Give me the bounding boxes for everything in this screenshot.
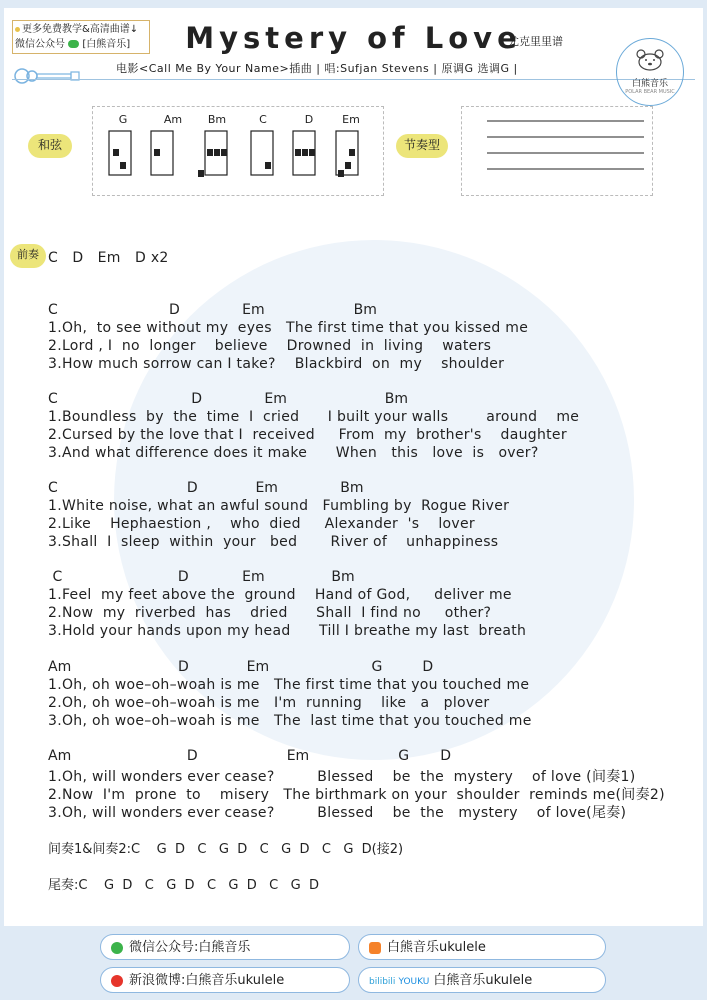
chord-name-em: Em xyxy=(342,113,360,126)
lyric-line: 3.How much sorrow can I take? Blackbird on my shoulder xyxy=(48,356,505,372)
footer-video[interactable] xyxy=(358,967,606,993)
chord-name-d: D xyxy=(304,113,314,126)
rhythm-label: 节奏型 xyxy=(396,134,448,158)
weibo-icon xyxy=(111,975,123,987)
lyric-line: 1.White noise, what an awful sound Fumbling by Rogue River xyxy=(48,498,510,514)
sheet-type: 尤克里里谱 xyxy=(508,35,563,48)
footer-wechat-text: 微信公众号:白熊音乐 xyxy=(129,940,251,955)
chords-label: 和弦 xyxy=(28,134,72,158)
promo-line1: 更多免费教学&高清曲谱↓ xyxy=(22,24,139,35)
bilibili-logo: bilibili xyxy=(369,977,396,987)
lyric-line: 3.Oh, oh woe–oh–woah is me The last time that you touched me xyxy=(48,713,532,729)
intro-chords: C D Em D x2 xyxy=(48,250,169,266)
lyric-line: 1.Oh, oh woe–oh–woah is me The first time that you touched me xyxy=(48,677,530,693)
promo-line2: 微信公众号 xyxy=(15,39,65,50)
song-subtitle: 电影<Call Me By Your Name>插曲 | 唱:Sufjan Stevens | 原调G 选调G | xyxy=(116,62,518,75)
rhythm-pattern xyxy=(461,106,653,196)
chord-line: Am D Em G D xyxy=(48,659,434,675)
header-divider xyxy=(12,79,695,80)
bear-icon xyxy=(635,49,665,71)
lyric-line: 2.Now I'm prone to misery The birthmark on your shoulder reminds me(间奏2) xyxy=(48,787,665,803)
rhythm-staff xyxy=(462,107,652,195)
lyric-line: 2.Now my riverbed has dried Shall I find no other? xyxy=(48,605,492,621)
logo-subtext: POLAR BEAR MUSIC xyxy=(625,89,675,95)
lyric-line: 1.Boundless by the time I cried I built your walls around me xyxy=(48,409,580,425)
song-title: Mystery of Love xyxy=(185,21,522,55)
brand-logo xyxy=(616,38,684,106)
chord-line: C D Em Bm xyxy=(48,302,377,318)
sheet-page xyxy=(4,8,703,926)
footer-taobao[interactable] xyxy=(358,934,606,960)
promo-line2b: [白熊音乐] xyxy=(82,39,131,50)
footer-taobao-text: 白熊音乐ukulele xyxy=(387,940,486,955)
chord-line: Am D Em G D xyxy=(48,748,451,764)
lyric-line: 1.Feel my feet above the ground Hand of God, deliver me xyxy=(48,587,512,603)
interlude-line: 间奏1&间奏2:C G D C G D C G D C G D(接2) xyxy=(48,842,404,857)
lyric-line: 2.Oh, oh woe–oh–woah is me I'm running like a plover xyxy=(48,695,490,711)
lyric-line: 1.Oh, to see without my eyes The first time that you kissed me xyxy=(48,320,529,336)
lyric-line: 2.Cursed by the love that I received From my brother's daughter xyxy=(48,427,567,443)
chord-line: C D Em Bm xyxy=(48,480,364,496)
footer-wechat[interactable] xyxy=(100,934,350,960)
chord-name-bm: Bm xyxy=(207,113,227,126)
ukulele-icon xyxy=(10,64,130,88)
outro-line: 尾奏:C G D C G D C G D C G D xyxy=(48,878,319,893)
footer-weibo[interactable] xyxy=(100,967,350,993)
lyric-line: 3.Shall I sleep within your bed River of unhappiness xyxy=(48,534,499,550)
logo-text: 白熊音乐 xyxy=(631,79,668,89)
chord-line: C D Em Bm xyxy=(48,569,355,585)
chord-name-c: C xyxy=(259,113,267,126)
footer-weibo-text: 新浪微博:白熊音乐ukulele xyxy=(129,973,285,988)
lyric-line: 2.Like Hephaestion , who died Alexander 's lover xyxy=(48,516,475,532)
chord-name-g: G xyxy=(118,113,128,126)
lyric-line: 2.Lord , I no longer believe Drowned in living waters xyxy=(48,338,492,354)
taobao-icon xyxy=(369,942,381,954)
lyric-line: 3.Hold your hands upon my head Till I breathe my last breath xyxy=(48,623,527,639)
wechat-icon xyxy=(111,942,123,954)
lyric-line: 1.Oh, will wonders ever cease? Blessed be the mystery of love (间奏1) xyxy=(48,769,636,785)
lyric-line: 3.And what difference does it make When this love is over? xyxy=(48,445,539,461)
intro-label: 前奏 xyxy=(10,244,46,268)
chord-name-am: Am xyxy=(163,113,183,126)
lyric-line: 3.Oh, will wonders ever cease? Blessed be the mystery of love(尾奏) xyxy=(48,805,627,821)
youku-logo: YOUKU xyxy=(398,977,430,987)
footer-video-text: 白熊音乐ukulele xyxy=(433,973,533,988)
chord-line: C D Em Bm xyxy=(48,391,408,407)
